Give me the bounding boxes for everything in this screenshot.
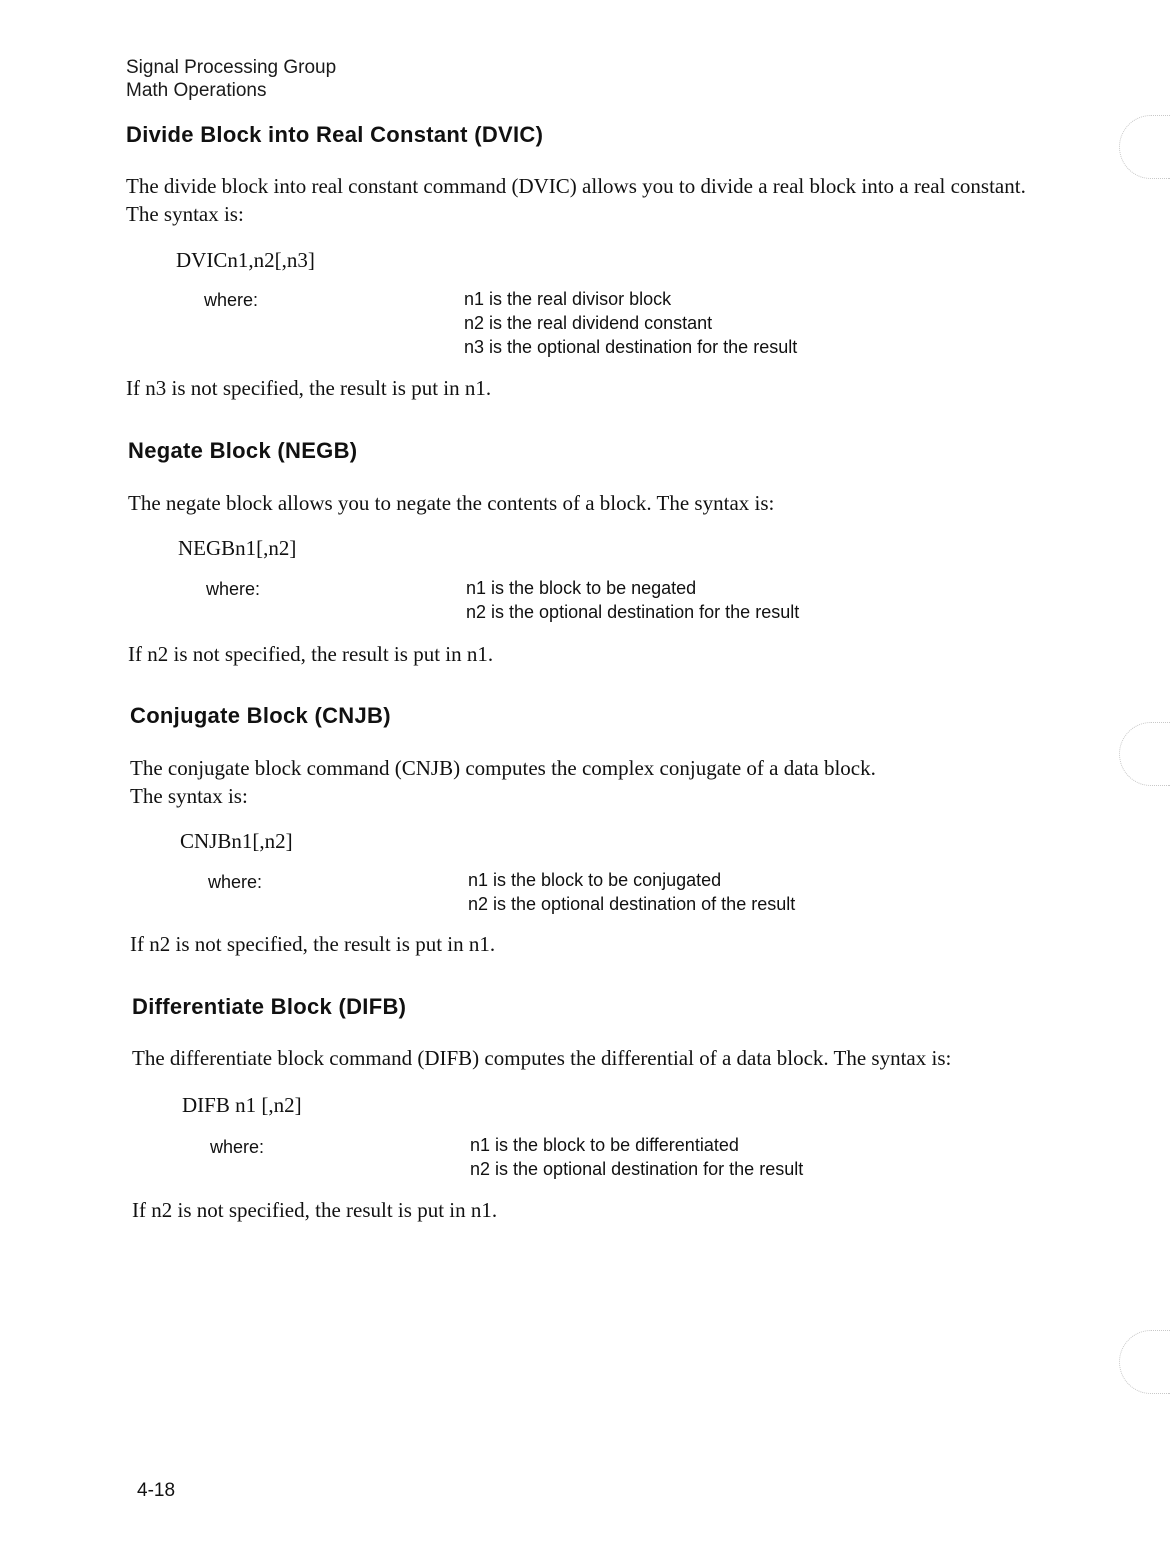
param-list-negb xyxy=(466,576,799,624)
description-line: The conjugate block command (CNJB) computes the complex conjugate of a data block. xyxy=(130,756,876,780)
param-item: n2 is the optional destination for the result xyxy=(470,1159,804,1179)
param-item: n1 is the block to be negated xyxy=(466,578,697,598)
running-header-group: Signal Processing Group xyxy=(126,57,337,78)
section-title-dvic: Divide Block into Real Constant (DVIC) xyxy=(126,122,544,147)
where-label-dvic: where: xyxy=(204,290,259,310)
page-number: 4-18 xyxy=(137,1480,176,1501)
section-description-negb: The negate block allows you to negate the contents of a block. The syntax is: xyxy=(128,491,775,515)
param-item: n1 is the real divisor block xyxy=(464,289,672,309)
syntax-negb: NEGBn1[,n2] xyxy=(178,536,297,560)
binder-hole-top xyxy=(1119,115,1170,179)
where-label-negb: where: xyxy=(206,579,261,599)
binder-hole-bottom xyxy=(1119,1330,1170,1394)
param-list-dvic xyxy=(464,287,797,359)
description-line: The syntax is: xyxy=(130,784,248,808)
note-dvic: If n3 is not specified, the result is put in n1. xyxy=(126,376,492,400)
syntax-difb: DIFB n1 [,n2] xyxy=(182,1093,302,1117)
section-description-dvic: The divide block into real constant command (DVIC) allows you to divide a real block into a real constant. The syntax is: xyxy=(126,174,1026,226)
section-title-cnjb: Conjugate Block (CNJB) xyxy=(130,703,391,728)
param-item: n1 is the block to be conjugated xyxy=(468,870,722,890)
syntax-dvic: DVICn1,n2[,n3] xyxy=(176,248,315,272)
running-header-subgroup: Math Operations xyxy=(126,80,267,101)
note-cnjb: If n2 is not specified, the result is put in n1. xyxy=(130,932,496,956)
section-title-negb: Negate Block (NEGB) xyxy=(128,438,358,463)
note-negb: If n2 is not specified, the result is put in n1. xyxy=(128,642,494,666)
param-item: n2 is the optional destination for the result xyxy=(466,602,800,622)
note-difb: If n2 is not specified, the result is put in n1. xyxy=(132,1198,498,1222)
where-label-cnjb: where: xyxy=(208,872,263,892)
section-description-difb: The differentiate block command (DIFB) computes the differential of a data block. The syntax is: xyxy=(132,1046,952,1070)
param-item: n3 is the optional destination for the result xyxy=(464,337,798,357)
param-item: n2 is the real dividend constant xyxy=(464,313,713,333)
binder-hole-middle xyxy=(1119,722,1170,786)
param-item: n2 is the optional destination of the result xyxy=(468,894,796,914)
section-description-cnjb xyxy=(130,754,1030,810)
param-list-difb xyxy=(470,1133,803,1181)
syntax-cnjb: CNJBn1[,n2] xyxy=(180,829,293,853)
param-item: n1 is the block to be differentiated xyxy=(470,1135,739,1155)
where-label-difb: where: xyxy=(210,1137,265,1157)
param-list-cnjb xyxy=(468,868,795,916)
section-title-difb: Differentiate Block (DIFB) xyxy=(132,994,407,1019)
